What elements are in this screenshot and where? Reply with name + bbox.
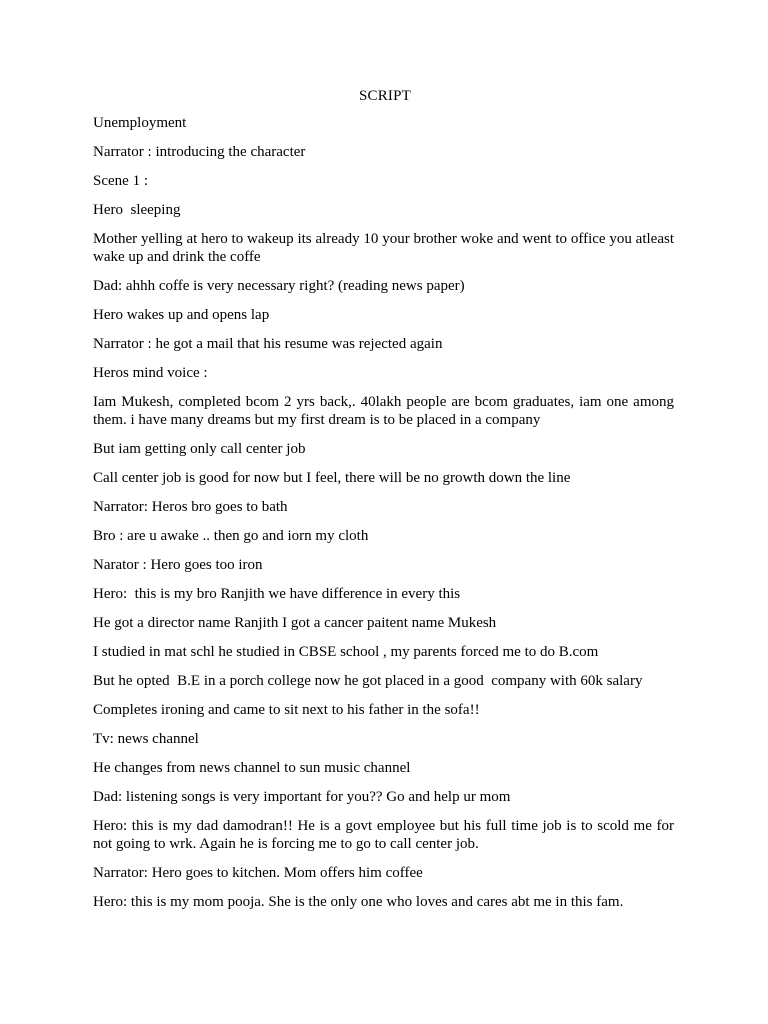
paragraph: Hero: this is my dad damodran!! He is a govt employee but his full time job is to scold me for not going to wrk. Again he is forcing me to go to call center job. <box>93 818 678 852</box>
paragraph: He changes from news channel to sun music channel <box>93 760 411 776</box>
paragraph: He got a director name Ranjith I got a cancer paitent name Mukesh <box>93 615 497 631</box>
paragraph: Hero sleeping <box>93 202 181 218</box>
paragraph: Scene 1 : <box>93 173 148 189</box>
paragraph: Completes ironing and came to sit next to his father in the sofa!! <box>93 702 480 718</box>
page-title: SCRIPT <box>358 88 412 104</box>
paragraph: Dad: ahhh coffe is very necessary right? (reading news paper) <box>93 278 465 294</box>
paragraph: I studied in mat schl he studied in CBSE school , my parents forced me to do B.com <box>93 644 599 660</box>
paragraph: Heros mind voice : <box>93 365 208 381</box>
paragraph: Mother yelling at hero to wakeup its already 10 your brother woke and went to office you atleast wake up and drink the coffe <box>93 231 678 265</box>
script-body <box>93 114 678 922</box>
paragraph: Narrator: Hero goes to kitchen. Mom offers him coffee <box>93 865 423 881</box>
paragraph: Dad: listening songs is very important for you?? Go and help ur mom <box>93 789 511 805</box>
paragraph: Narrator: Heros bro goes to bath <box>93 499 288 515</box>
paragraph: But iam getting only call center job <box>93 441 306 457</box>
paragraph: Tv: news channel <box>93 731 199 747</box>
paragraph: Narrator : introducing the character <box>93 144 306 160</box>
paragraph: Hero wakes up and opens lap <box>93 307 270 323</box>
paragraph: Unemployment <box>93 115 187 131</box>
paragraph: Call center job is good for now but I feel, there will be no growth down the line <box>93 470 571 486</box>
paragraph: Narator : Hero goes too iron <box>93 557 263 573</box>
paragraph: Iam Mukesh, completed bcom 2 yrs back,. 40lakh people are bcom graduates, iam one among them. i have many dreams but my first dream is to be placed in a company <box>93 394 678 428</box>
paragraph: Narrator : he got a mail that his resume was rejected again <box>93 336 443 352</box>
paragraph: Bro : are u awake .. then go and iorn my cloth <box>93 528 369 544</box>
paragraph: Hero: this is my bro Ranjith we have difference in every this <box>93 586 461 602</box>
paragraph: But he opted B.E in a porch college now he got placed in a good company with 60k salary <box>93 673 643 689</box>
paragraph: Hero: this is my mom pooja. She is the only one who loves and cares abt me in this fam. <box>93 894 624 910</box>
